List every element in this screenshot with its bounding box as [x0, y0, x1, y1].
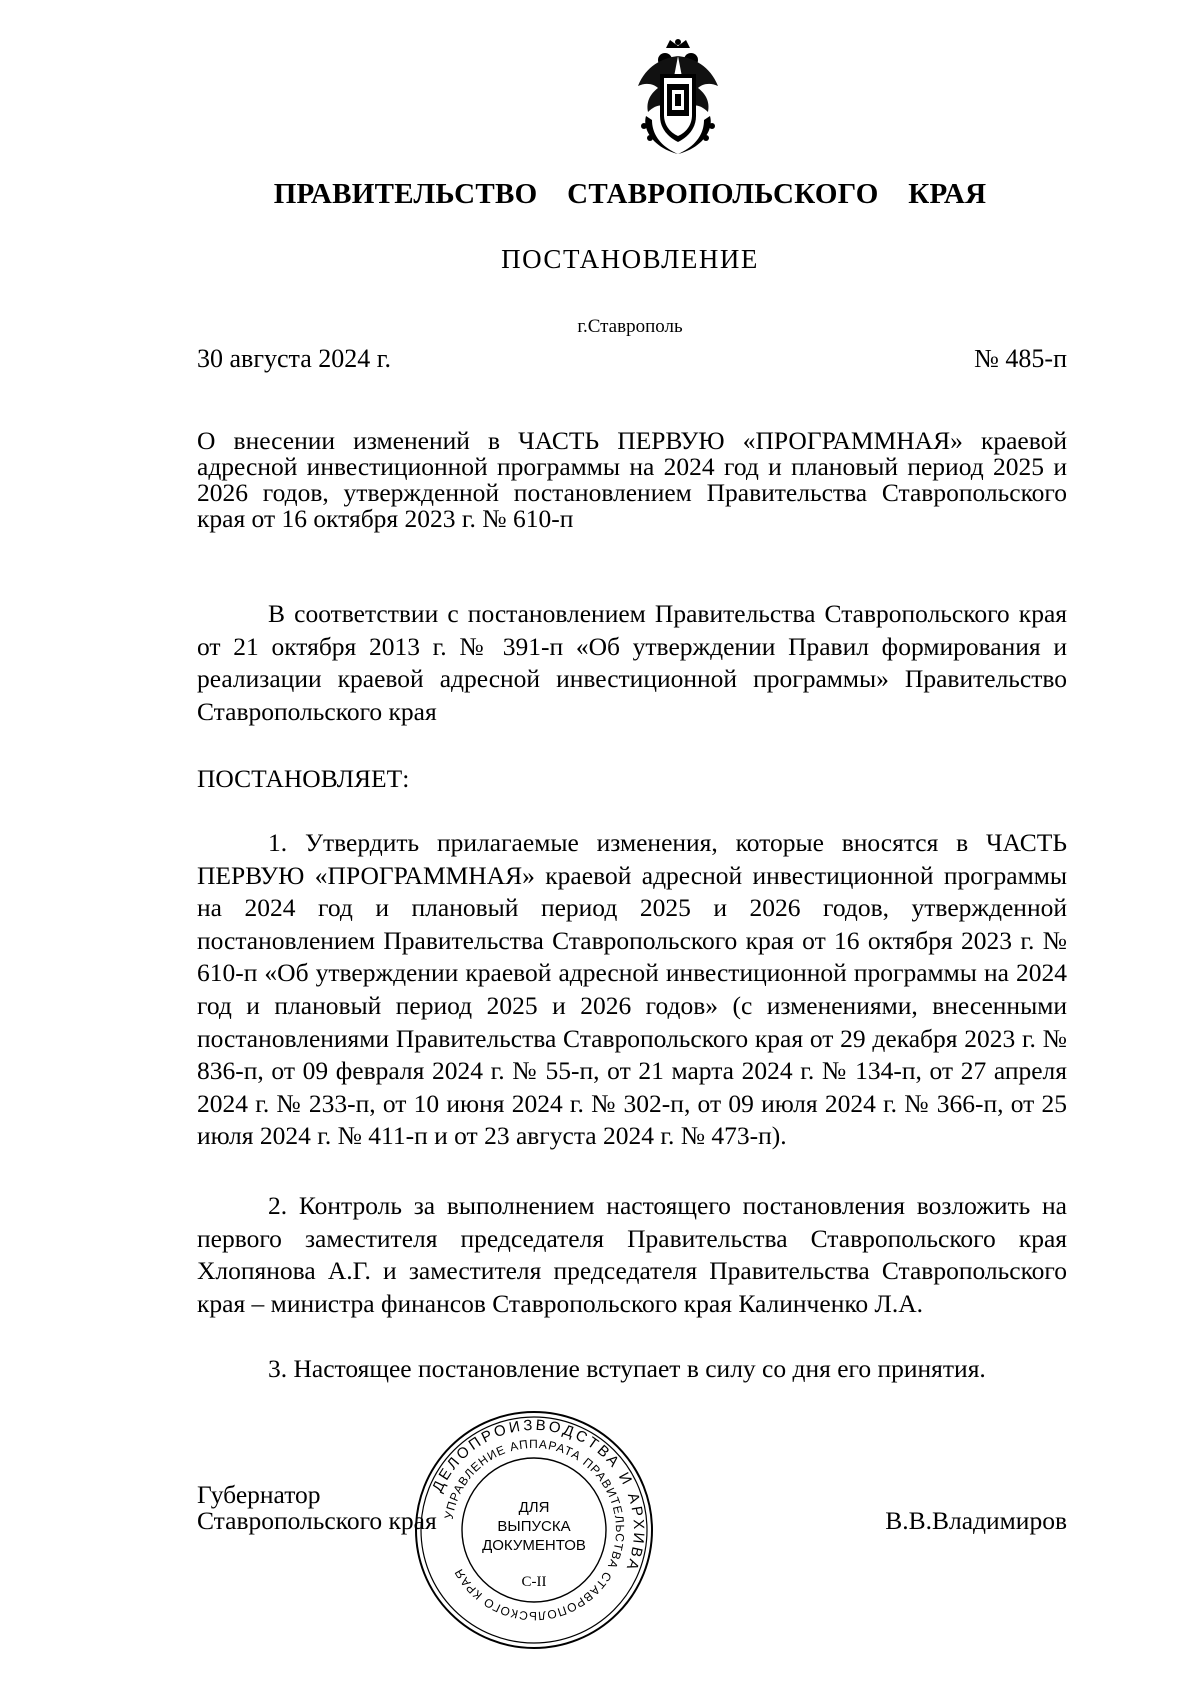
signatory-title — [197, 1482, 437, 1534]
stamp-line-2: ВЫПУСКА — [497, 1518, 571, 1535]
document-number: № 485-п — [974, 344, 1067, 373]
item-3-paragraph: 3. Настоящее постановление вступает в силу со дня его принятия. — [268, 1354, 986, 1383]
stamp-middle-text: УПРАВЛЕНИЕ АППАРАТА ПРАВИТЕЛЬСТВА СТАВРОПОЛЬСКОГО КРАЯ — [441, 1436, 628, 1624]
coat-of-arms-icon — [632, 38, 724, 158]
city: г.Ставрополь — [577, 316, 683, 337]
stamp-line-3: ДОКУМЕНТОВ — [482, 1537, 586, 1554]
document-subject: О внесении изменений в ЧАСТЬ ПЕРВУЮ «ПРОГРАММНАЯ» краевой адресной инвестиционной программы на 2024 год и плановый период 2025 и 2026 годов, утвержденной постановлением Правительства Ставропольского края от 16 октября 2023 г. № 610-п — [197, 426, 1067, 533]
preamble-paragraph: В соответствии с постановлением Правительства Ставропольского края от 21 октября 2013 г. № 391-п «Об утверждении Правил формирования и реализации краевой адресной инвестиционной программы» Правительство Ставропольского края — [197, 599, 1067, 726]
item-1-paragraph: 1. Утвердить прилагаемые изменения, которые вносятся в ЧАСТЬ ПЕРВУЮ «ПРОГРАММНАЯ» краевой адресной инвестиционной программы на 2024 год и плановый период 2025 и 2026 годов, утвержденной постановлением Правительства Ставропольского края от 16 октября 2023 г. № 610-п «Об утверждении краевой адресной инвестиционной программы на 2024 год и плановый период 2025 и 2026 годов» (с изменениями, внесенными постановлениями Правительства Ставропольского края от 29 декабря 2023 г. № 836-п, от 09 февраля 2024 г. № 55-п, от 21 марта 2024 г. № 134-п, от 27 апреля 2024 г. № 233-п, от 10 июня 2024 г. № 302-п, от 09 июля 2024 г. № 366-п, от 25 июля 2024 г. № 411-п и от 23 августа 2024 г. № 473-п). — [197, 828, 1067, 1151]
decree-word: ПОСТАНОВЛЯЕТ: — [197, 764, 410, 793]
government-title: ПРАВИТЕЛЬСТВО СТАВРОПОЛЬСКОГО КРАЯ — [273, 178, 987, 210]
item-2-paragraph: 2. Контроль за выполнением настоящего постановления возложить на первого заместителя председателя Правительства Ставропольского края Хлопянова А.Г. и заместителя председателя Правительства Ставропольского края – министра финансов Ставропольского края Калинченко Л.А. — [197, 1191, 1067, 1318]
document-type: ПОСТАНОВЛЕНИЕ — [501, 244, 759, 274]
document-date: 30 августа 2024 г. — [197, 344, 391, 373]
stamp-code: С-II — [521, 1574, 547, 1590]
stamp-outer-text: ДЕЛОПРОИЗВОДСТВА И АРХИВА — [429, 1416, 648, 1575]
signatory-title-line-1: Губернатор — [197, 1480, 321, 1509]
stamp-line-1: ДЛЯ — [518, 1499, 550, 1516]
official-stamp — [412, 1408, 656, 1652]
signatory-name: В.В.Владимиров — [885, 1506, 1067, 1535]
signatory-title-line-2: Ставропольского края — [197, 1506, 437, 1535]
